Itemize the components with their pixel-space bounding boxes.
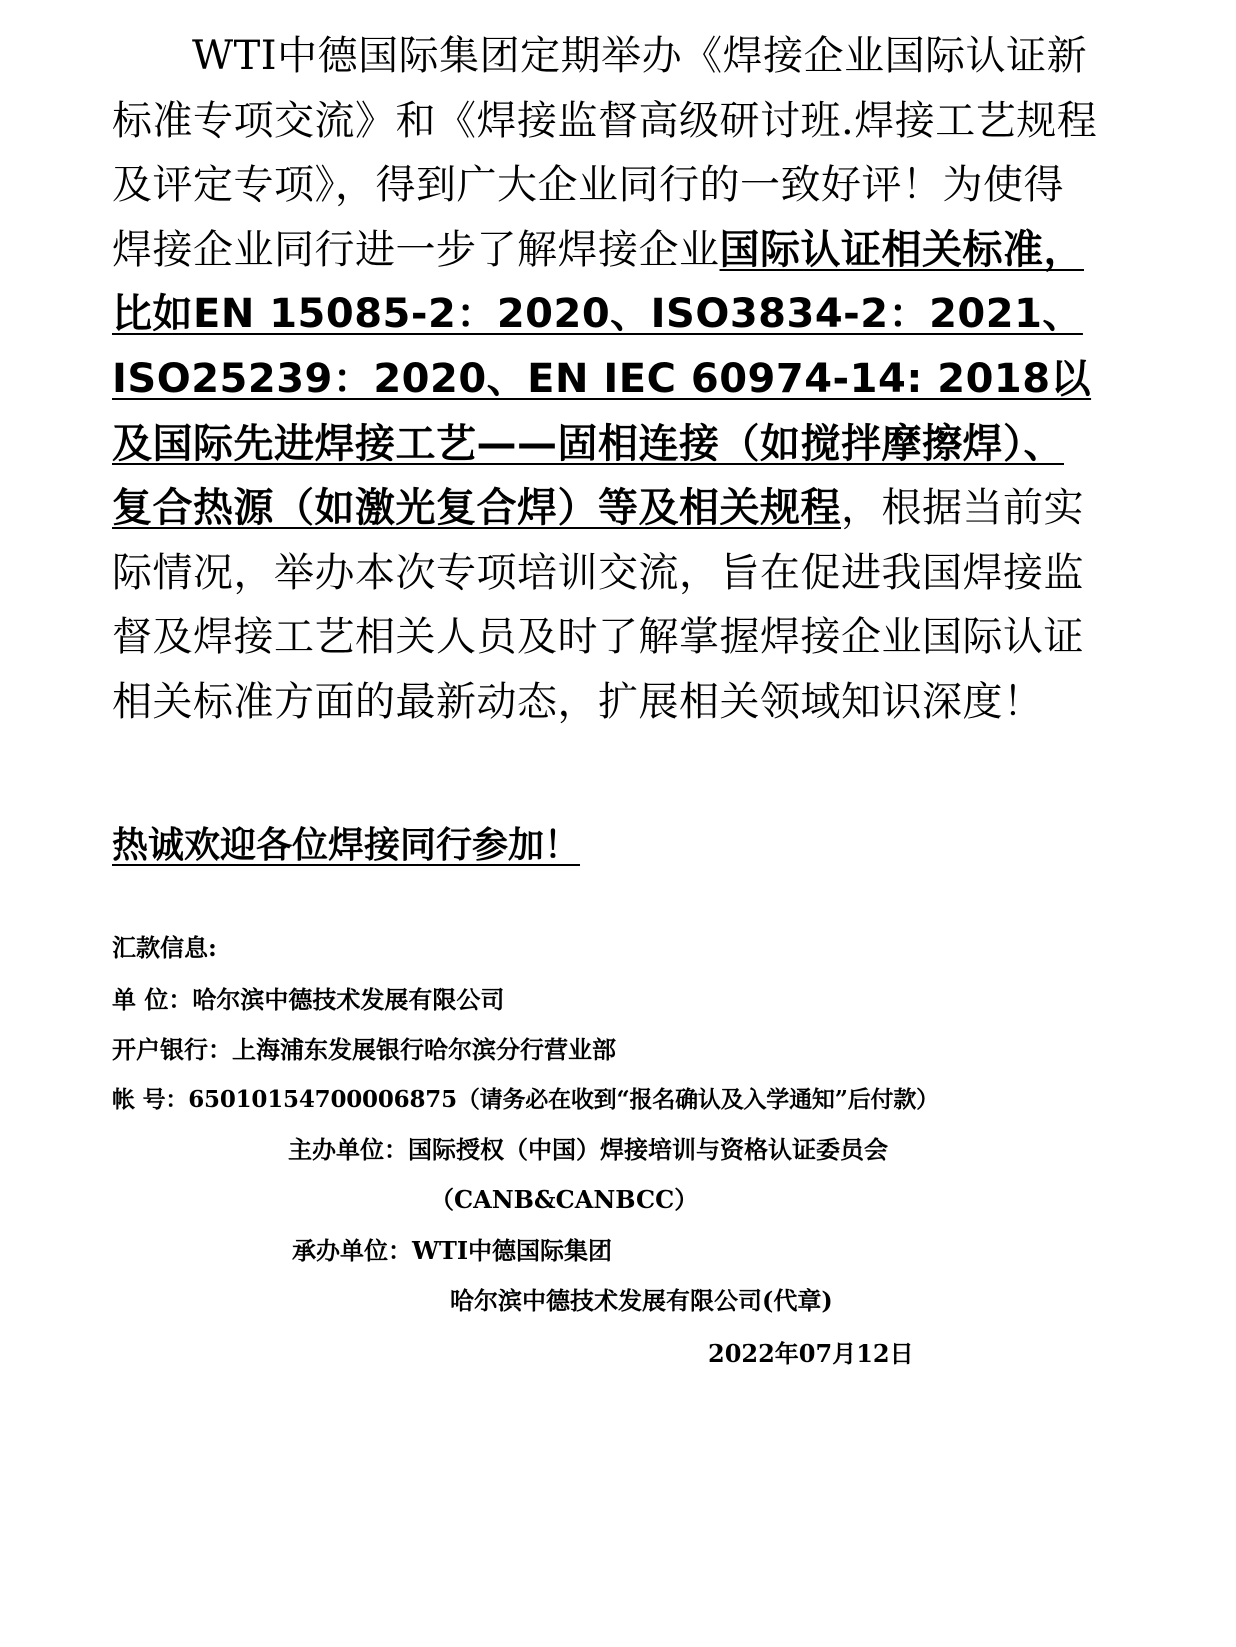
payment-info-title: 汇款信息: bbox=[112, 933, 217, 962]
payment-unit-value: 哈尔滨中德技术发展有限公司 bbox=[192, 985, 505, 1014]
body-text-closing: ，根据当前实际情况，举办本次专项培训交流，旨在促进我国焊接监督及焊接工艺相关人员及时了解掌握焊接企业国际认证相关标准方面的最新动态，扩展相关领域知识深度！ bbox=[112, 485, 1084, 725]
announcement-body bbox=[112, 24, 1102, 735]
body-text-intro: WTI中德国际集团定期举办《焊接企业国际认证新标准专项交流》和《焊接监督高级研讨班.焊接工艺规程及评定专项》，得到广大企业同行的一致好评！为使得焊接企业同行进一步了解焊接企业 bbox=[112, 33, 1098, 273]
payment-bank-value: 上海浦东发展银行哈尔滨分行营业部 bbox=[232, 1035, 616, 1064]
body-text-highlight: 国际认证相关标准，比如EN 15085-2：2020、ISO3834-2：2021、ISO25239：2020、EN IEC 60974-14: 2018以及国际先进焊接工艺——固相连接（如搅拌摩擦焊）、复合热源（如激光复合焊）等及相关规程 bbox=[112, 226, 1092, 532]
co-organizer-company: 哈尔滨中德技术发展有限公司(代章) bbox=[450, 1286, 833, 1315]
co-organizer-label: 承办单位： bbox=[292, 1236, 412, 1265]
welcome-line: 热诚欢迎各位焊接同行参加！ bbox=[112, 825, 581, 866]
payment-bank-label: 开户银行： bbox=[112, 1035, 232, 1064]
payment-unit-row bbox=[112, 984, 504, 1016]
host-organizer-row bbox=[288, 1134, 888, 1166]
announcement-paragraph bbox=[112, 24, 1102, 735]
host-organizer-value: 国际授权（中国）焊接培训与资格认证委员会 bbox=[408, 1135, 888, 1164]
host-organizer-abbreviation: （CANB&CANBCC） bbox=[430, 1185, 699, 1214]
payment-account-row bbox=[112, 1084, 939, 1116]
host-organizer-label: 主办单位： bbox=[288, 1135, 408, 1164]
payment-unit-label: 单 位： bbox=[112, 985, 193, 1014]
payment-account-value: 65010154700006875（请务必在收到“报名确认及入学通知”后付款） bbox=[188, 1086, 939, 1113]
co-organizer-value: WTI中德国际集团 bbox=[412, 1236, 613, 1265]
payment-account-label: 帐 号： bbox=[112, 1086, 189, 1113]
co-organizer-row bbox=[292, 1235, 612, 1267]
document-date: 2022年07月12日 bbox=[708, 1339, 914, 1368]
payment-bank-row bbox=[112, 1034, 616, 1066]
